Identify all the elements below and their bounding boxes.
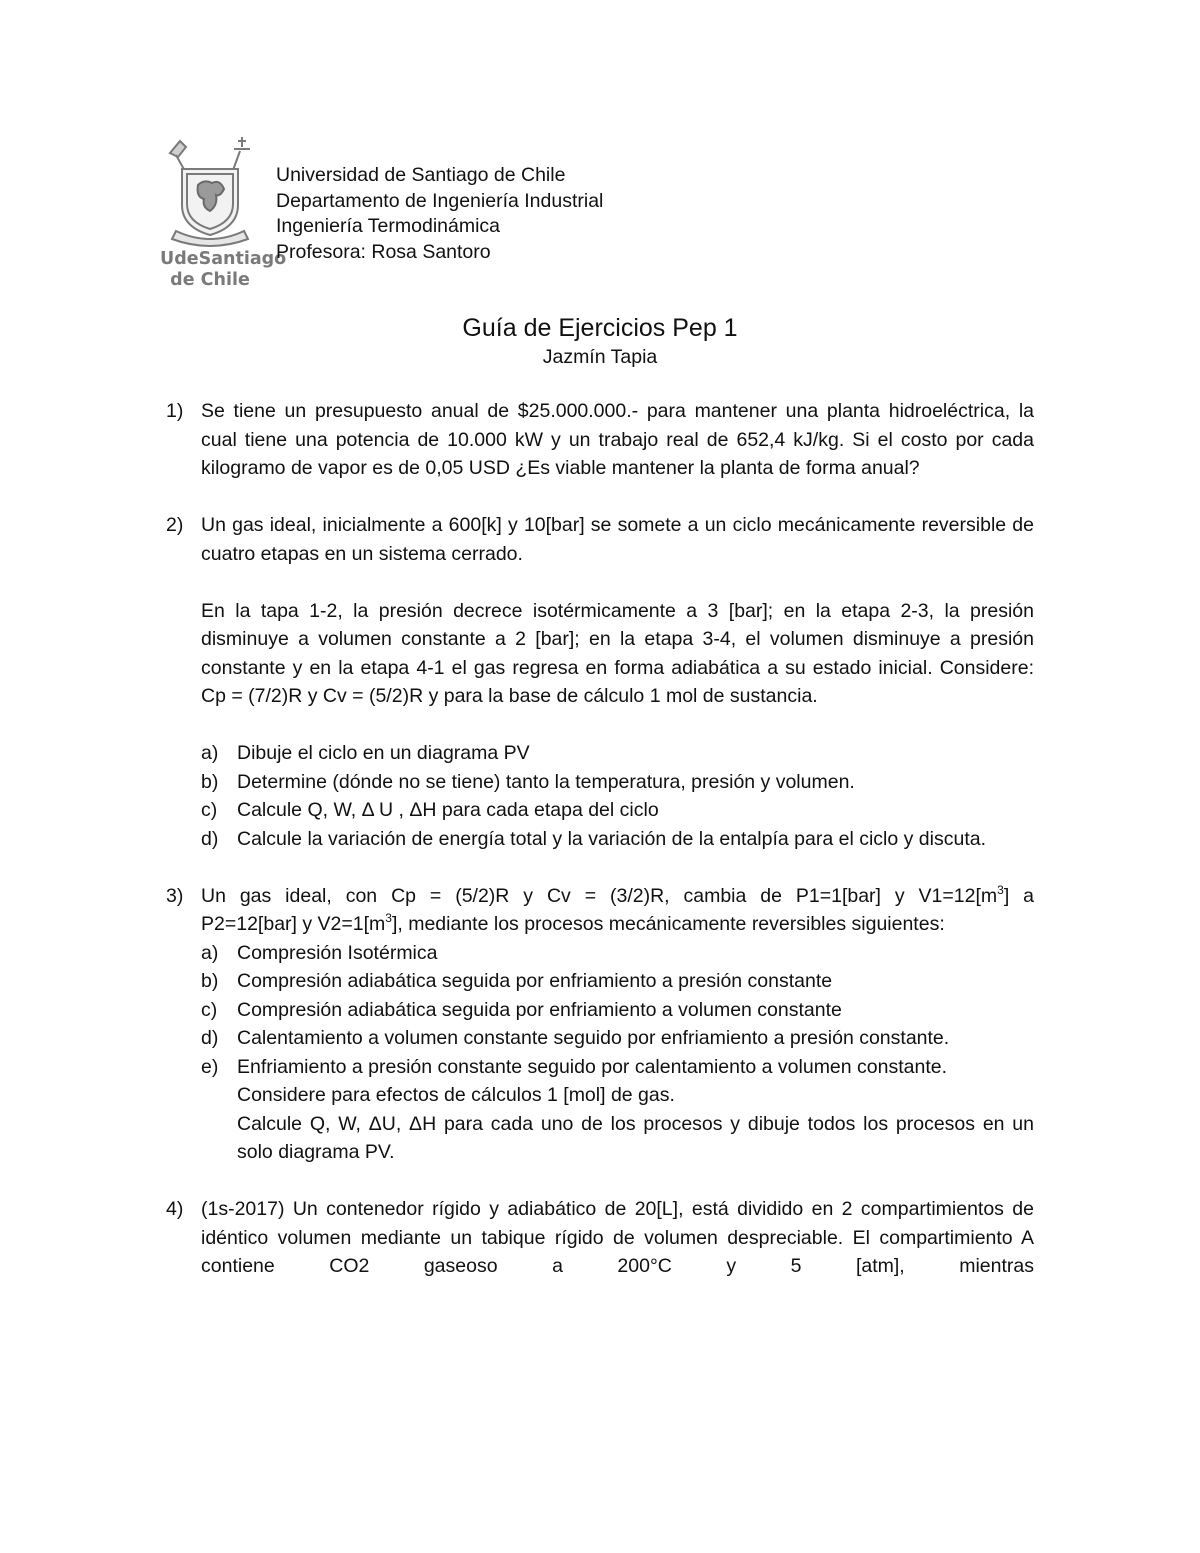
logo-line-2: de Chile bbox=[170, 270, 250, 290]
professor-name: Profesora: Rosa Santoro bbox=[276, 240, 491, 263]
list-item bbox=[201, 796, 1034, 825]
exercise-2 bbox=[166, 511, 1034, 853]
item-letter: d) bbox=[201, 1027, 219, 1049]
exercise-text: Se tiene un presupuesto anual de $25.000.000.- para mantener una planta hidroeléctrica, la cual tiene una potencia de 10.000 kW y un trabajo real de 652,4 kJ/kg. Si el costo por cada kilogramo de vapor es de 0,05 USD ¿Es viable mantener la planta de forma anual? bbox=[201, 400, 1034, 479]
list-item bbox=[201, 768, 1034, 797]
item-letter: e) bbox=[201, 1055, 219, 1078]
item-letter: a) bbox=[201, 941, 219, 964]
exercise-intro: Un gas ideal, inicialmente a 600[k] y 10[bar] se somete a un ciclo mecánicamente reversible de cuatro etapas en un sistema cerrado. bbox=[201, 514, 1034, 565]
exercise-line-2: P2=12[bar] y $V2=1[m^3]$, mediante los procesos mecánicamente reversibles siguientes: bbox=[201, 911, 945, 935]
university-name: Universidad de Santiago de Chile bbox=[276, 164, 566, 186]
list-item bbox=[201, 1053, 1034, 1167]
list-item bbox=[201, 739, 1034, 768]
item-text: Compresión adiabática seguida por enfriamiento a presión constante bbox=[237, 970, 833, 992]
exercise-4 bbox=[166, 1195, 1034, 1281]
exercise-detail: En la tapa 1-2, la presión decrece isotérmicamente a 3 [bar]; en la etapa 2-3, la presión disminuye a volumen constante a 2 [bar]; en la etapa 3-4, el volumen disminuye a presión constante y en la etapa 4-1 el gas regresa en forma adiabática a su estado inicial. Considere: Cp = (7/2)R y Cv = (5/2)R y para la base de cálculo 1 mol de sustancia. bbox=[201, 599, 1034, 707]
list-item bbox=[201, 939, 1034, 968]
page-title: Guía de Ejercicios Pep 1 bbox=[462, 314, 738, 342]
list-item bbox=[201, 996, 1034, 1025]
item-letter: b) bbox=[201, 970, 219, 992]
item-letter: c) bbox=[201, 799, 218, 821]
exercise-number: 4) bbox=[166, 1198, 184, 1220]
course-name: Ingeniería Termodinámica bbox=[276, 215, 501, 237]
document-header bbox=[276, 163, 603, 265]
item-text: Dibuje el ciclo en un diagrama PV bbox=[237, 742, 530, 764]
item-text: Calcule la variación de energía total y la variación de la entalpía para el ciclo y discuta. bbox=[237, 827, 987, 850]
item-letter: d) bbox=[201, 827, 219, 850]
exercise-text: (1s-2017) Un contenedor rígido y adiabático de 20[L], está dividido en 2 compartimientos de idéntico volumen mediante un tabique rígido de volumen despreciable. El compartimiento A contiene CO2 gaseoso a 200°C y 5 [atm], mientras bbox=[201, 1198, 1034, 1277]
list-item bbox=[201, 967, 1034, 996]
item-text: Calentamiento a volumen constante seguido por enfriamiento a presión constante. bbox=[237, 1027, 950, 1049]
item-letter: c) bbox=[201, 998, 218, 1021]
item-text: Compresión Isotérmica bbox=[237, 941, 438, 964]
item-text: Calcule Q, W, Δ U , ΔH para cada etapa del ciclo bbox=[237, 799, 659, 821]
item-letter: b) bbox=[201, 770, 219, 793]
list-item bbox=[201, 1024, 1034, 1053]
exercise-number: 1) bbox=[166, 400, 184, 422]
list-item bbox=[201, 825, 1034, 854]
exercise-3 bbox=[166, 882, 1034, 1167]
author-name: Jazmín Tapia bbox=[542, 346, 658, 368]
exercise-list bbox=[166, 397, 1034, 1281]
item-letter: a) bbox=[201, 742, 219, 764]
item-text: Compresión adiabática seguida por enfriamiento a volumen constante bbox=[237, 998, 842, 1021]
item-text: Enfriamiento a presión constante seguido por calentamiento a volumen constante. bbox=[237, 1055, 948, 1078]
exercise-note: Calcule Q, W, ΔU, ΔH para cada uno de los procesos y dibuje todos los procesos en un solo diagrama PV. bbox=[237, 1112, 1034, 1163]
item-text: Determine (dónde no se tiene) tanto la temperatura, presión y volumen. bbox=[237, 770, 855, 793]
exercise-number: 2) bbox=[166, 514, 184, 536]
exercise-line-1: Un gas ideal, con Cp = (5/2)R y Cv = (3/2)R, cambia de P1=1[bar] y $V1=12[m^3]$ a bbox=[201, 882, 1034, 907]
exercise-note: Considere para efectos de cálculos 1 [mol] de gas. bbox=[237, 1084, 675, 1106]
university-logo bbox=[160, 135, 287, 290]
university-crest-icon bbox=[160, 135, 260, 247]
department-name: Departamento de Ingeniería Industrial bbox=[276, 189, 604, 212]
exercise-1 bbox=[166, 397, 1034, 483]
logo-line-1: UdeSantiago bbox=[160, 249, 287, 269]
exercise-number: 3) bbox=[166, 884, 184, 907]
